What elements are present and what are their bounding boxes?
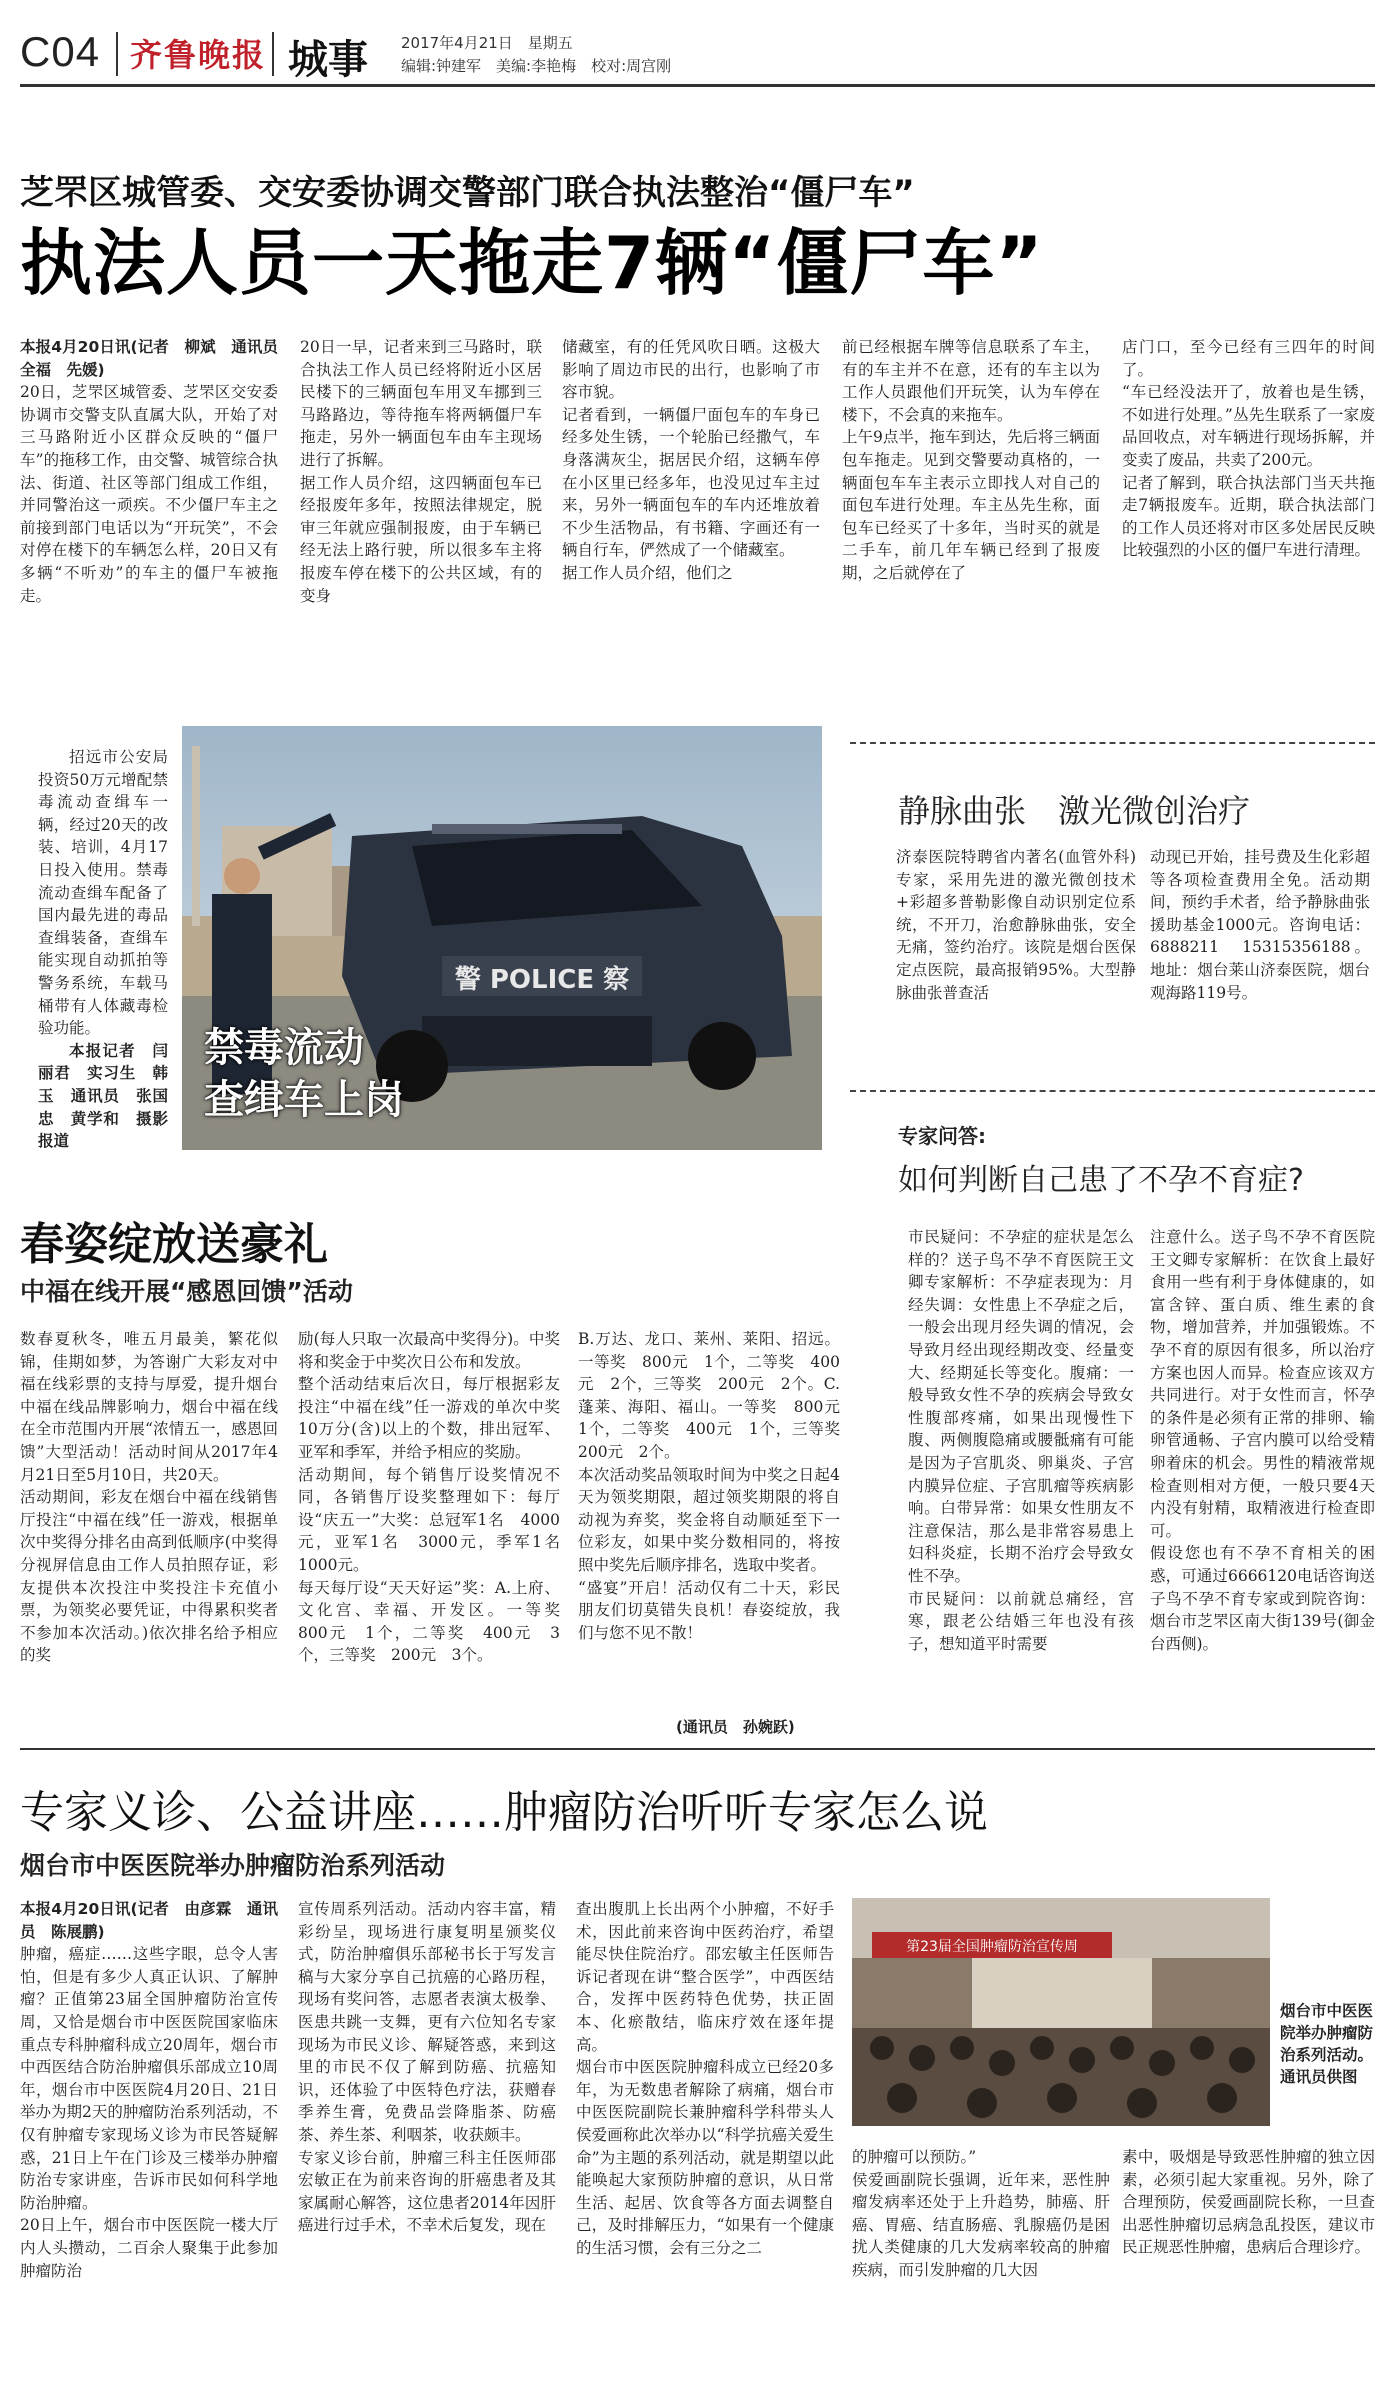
story3-col1-text: 肿瘤，癌症……这些字眼，总令人害怕，但是有多少人真正认识、了解肿瘤？正值第23届全国肿瘤防治宣传周，又恰是烟台市中医医院国家临床重点专科肿瘤科成立20周年，烟台市中西医结合防治肿瘤俱乐部成立10周年，烟台市中医医院4月20日、21日举办为期2天的肿瘤防治系列活动，不仅有肿瘤专家现场义诊为市民答疑解惑，21日上午在门诊及三楼举办肿瘤防治专家讲座，告诉市民如何科学地防治肿瘤。 20日上午，烟台市中医医院一楼大厅内人头攒动，二百余人聚集于此参加肿瘤防治 <box>20 1945 278 2280</box>
infertility-ad-col-2: 注意什么。送子鸟不孕不育医院王文卿专家解析：在饮食上最好食用一些有利于身体健康的，如富含锌、蛋白质、维生素的食物，增加营养，并加强锻炼。不孕不育的原因有很多，所以治疗方案也因人而异。检查应该双方共同进行。对于女性而言，怀孕的条件是必须有正常的排卵、输卵管通畅、子宫内膜可以给受精卵着床的机会。男性的精液常规检查则相对方便，一般只要4天内没有射精，取精液进行检查即可。 假设您也有不孕不育相关的困惑，可通过6666120电话咨询送子鸟不孕不育专家或到院咨询：烟台市芝罘区南大街139号(御金台西侧)。 <box>1150 1228 1375 1653</box>
photo-story-credit: 本报记者 闫丽君 实习生 韩玉 通讯员 张国忠 黄学和 摄影报道 <box>38 1041 168 1151</box>
photo-story-text <box>38 746 168 1166</box>
photo-caption <box>204 1022 404 1126</box>
story1-headline: 执法人员一天拖走7辆“僵尸车” <box>20 221 1044 305</box>
story1-byline: 本报4月20日讯(记者 柳斌 通讯员 全福 先媛) <box>20 338 294 379</box>
infertility-ad-label: 专家问答: <box>898 1124 986 1148</box>
story3-subhead: 烟台市中医医院举办肿瘤防治系列活动 <box>20 1851 446 1880</box>
caption-line-2: 查缉车上岗 <box>204 1077 404 1123</box>
issue-date: 2017年4月21日 星期五 <box>401 34 573 52</box>
story1-column-2: 20日一早，记者来到三马路时，联合执法工作人员已经将附近小区居民楼下的三辆面包车用叉车挪到三马路路边，等待拖车将两辆僵尸车拖走，另外一辆面包车由车主现场进行了拆解。 据工作人员介绍，这四辆面包车已经报废年多年，按照法律规定，脱审三年就应强制报废，由于车辆已经无法上路行驶，所以很多车主将报废车停在楼下的公共区域，有的变身 <box>300 338 542 605</box>
editor-credits: 编辑:钟建军 美编:李艳梅 校对:周宫刚 <box>401 57 672 75</box>
van-label: 警 POLICE 察 <box>454 965 630 995</box>
lecture-photo-caption: 烟台市中医医院举办肿瘤防治系列活动。通讯员供图 <box>1280 2002 1374 2086</box>
banner-text: 第23届全国肿瘤防治宣传周 <box>906 1939 1078 1955</box>
masthead-rule <box>20 84 1375 87</box>
infertility-ad-col-1: 市民疑问：不孕症的症状是怎么样的？送子鸟不孕不育医院王文卿专家解析：不孕症表现为：月经失调：女性患上不孕症之后，一般会出现月经失调的情况，会导致月经出现经期改变、经量变大、经期延长等变化。腹痛：一般导致女性不孕的疾病会导致女性腹部疼痛，如果出现慢性下腹、两侧腹隐痛或腰骶痛有可能是因为子宫肌炎、卵巢炎、子宫内膜异位症、子宫肌瘤等疾病影响。白带异常：如果女性朋友不注意保洁，那么是非常容易患上妇科炎症，长期不治疗会导致女性不孕。 市民疑问：以前就总痛经，宫寒，跟老公结婚三年也没有孩子，想知道平时需要 <box>908 1228 1134 1653</box>
ad-top-divider <box>850 742 1375 744</box>
story1-column-5: 店门口，至今已经有三四年的时间了。 “车已经没法开了，放着也是生锈，不如进行处理。”丛先生联系了一家废品回收点，对车辆进行现场拆解，并变卖了废品，共卖了200元。 记者了解到，联合执法部门当天共拖走7辆报废车。近期，联合执法部门的工作人员还将对市区多处居民反映比较强烈的小区的僵尸车进行清理。 <box>1122 338 1375 560</box>
vein-ad-title: 静脉曲张 激光微创治疗 <box>898 792 1251 830</box>
lecture-photo <box>852 1898 1270 2126</box>
story3-column-1 <box>20 1898 278 2378</box>
story3-column-2: 宣传周系列活动。活动内容丰富，精彩纷呈，现场进行康复明星颁奖仪式，防治肿瘤俱乐部秘书长于写发言稿与大家分享自己抗癌的心路历程，现场有奖问答，志愿者表演太极拳、医患共跳一支舞，更有六位知名专家现场为市民义诊、解疑答惑，来到这里的市民不仅了解到防癌、抗癌知识，还体验了中医特色疗法，获赠春季养生膏，免费品尝降脂茶、防癌茶、养生茶、利咽茶，收获颇丰。 专家义诊台前，肿瘤三科主任医师邵宏敏正在为前来咨询的肝癌患者及其家属耐心解答，这位患者2014年因肝癌进行过手术，不幸术后复发，现在 <box>298 1900 556 2235</box>
story3-byline: 本报4月20日讯(记者 由彦霖 通讯员 陈展鹏) <box>20 1900 278 1941</box>
page-number: C04 <box>20 28 101 75</box>
vein-ad-col-2: 动现已开始，挂号费及生化彩超等各项检查费用全免。活动期间，预约手术者，给予静脉曲张援助基金1000元。咨询电话：6888211 15315356188。地址：烟台莱山济泰医院，烟台观海路119号。 <box>1150 848 1370 1002</box>
story1-column-3: 储藏室，有的任凭风吹日晒。这极大影响了周边市民的出行，也影响了市容市貌。 记者看到，一辆僵尸面包车的车身已经多处生锈，一个轮胎已经撒气，车身落满灰尘，据居民介绍，这辆车停在小区里已经多年，也没见过车主过来，另外一辆面包车的车内还堆放着不少生活物品，有书籍、字画还有一辆自行车，俨然成了一个储藏室。 据工作人员介绍，他们之 <box>562 338 820 582</box>
story1-column-4: 前已经根据车牌等信息联系了车主，有的车主并不在意，还有的车主以为工作人员跟他们开玩笑，认为车停在楼下，不会真的来拖车。 上午9点半，拖车到达，先后将三辆面包车拖走。见到交警要动真格的，一辆面包车车主表示立即找人对自己的面包车进行处理。车主丛先生称，面包车已经买了十多年，当时买的就是二手车，前几年车辆已经到了报废期，之后就停在了 <box>842 338 1100 582</box>
story1-col1-text: 20日，芝罘区城管委、芝罘区交安委协调市交警支队直属大队，开始了对三马路附近小区群众反映的“僵尸车”的拖移工作，由交警、城管综合执法、街道、社区等部门组成工作组，并同警治这一顽疾。不少僵尸车主之前接到部门电话以为“开玩笑”，不会对停在楼下的车辆怎么样，20日又有多辆“不听劝”的车主的僵尸车被拖走。 <box>20 383 278 605</box>
story1-kicker: 芝罘区城管委、交安委协调交警部门联合执法整治“僵尸车” <box>20 173 915 213</box>
story3-column-5: 素中，吸烟是导致恶性肿瘤的独立因素，必须引起大家重视。另外，除了合理预防，侯爱画副院长称，一旦查出恶性肿瘤切忌病急乱投医，建议市民正规恶性肿瘤，患病后合理诊疗。 <box>1122 2148 1375 2257</box>
masthead-divider <box>116 32 118 76</box>
story3-headline: 专家义诊、公益讲座……肿瘤防治听听专家怎么说 <box>20 1787 988 1838</box>
newspaper-logo: 齐鲁晚报 <box>130 36 267 74</box>
masthead-divider <box>272 32 274 76</box>
story2-column-1: 数春夏秋冬，唯五月最美，繁花似锦，佳期如梦，为答谢广大彩友对中福在线彩票的支持与厚爱，提升烟台中福在线品牌影响力，烟台中福在线在全市范围内开展“浓情五一，感恩回馈”大型活动！活动时间从2017年4月21日至5月10日，共20天。 活动期间，彩友在烟台中福在线销售厅投注“中福在线”任一游戏，根据单次中奖得分排名由高到低顺序(中奖得分视屏信息由工作人员拍照存证，彩友提供本次投注中奖投注卡充值小票，为领奖必要凭证，中得累积奖者不参加本次活动。)依次排名给予相应的奖 <box>20 1330 278 1665</box>
story2-subhead: 中福在线开展“感恩回馈”活动 <box>20 1277 353 1306</box>
ad-middle-divider <box>850 1090 1375 1092</box>
story2-credit: (通讯员 孙婉跃) <box>676 1718 795 1736</box>
section-divider <box>20 1748 1375 1750</box>
story3-column-3: 查出腹肌上长出两个小肿瘤，不好手术，因此前来咨询中医药治疗，希望能尽快住院治疗。邵宏敏主任医师告诉记者现在讲“整合医学”，中西医结合，发挥中医药特色优势，扶正固本、化瘀散结，临床疗效在逐年提高。 烟台市中医医院肿瘤科成立已经20多年，为无数患者解除了病痛，烟台市中医医院副院长兼肿瘤科学科带头人侯爱画称此次举办以“科学抗癌关爱生命”为主题的系列活动，就是期望以此能唤起大家预防肿瘤的意识，从日常生活、起居、饮食等各方面去调整自己，及时排解压力，“如果有一个健康的生活习惯，会有三分之二 <box>576 1900 834 2257</box>
photo-story-body: 招远市公安局投资50万元增配禁毒流动查缉车一辆，经过20天的改装、培训，4月17日投入使用。禁毒流动查缉车配备了国内最先进的毒品查缉装备，查缉车能实现自动抓拍等警务系统，车载马桶带有人体藏毒检验功能。 <box>38 748 168 1038</box>
section-title: 城事 <box>288 37 368 83</box>
police-van-photo <box>182 726 822 1150</box>
story3-column-4: 的肿瘤可以预防。” 侯爱画副院长强调，近年来，恶性肿瘤发病率还处于上升趋势，肺癌、肝癌、胃癌、结直肠癌、乳腺癌仍是困扰人类健康的几大发病率较高的肿瘤疾病，而引发肿瘤的几大因 <box>852 2148 1110 2279</box>
vein-ad-col-1: 济泰医院特聘省内著名(血管外科)专家，采用先进的激光微创技术+彩超多普勒影像自动识别定位系统，不开刀，治愈静脉曲张，安全无痛，签约治疗。该院是烟台医保定点医院，最高报销95%。大型静脉曲张普查活 <box>896 848 1136 1002</box>
caption-line-1: 禁毒流动 <box>204 1025 364 1071</box>
story2-column-2: 励(每人只取一次最高中奖得分)。中奖将和奖金于中奖次日公布和发放。 整个活动结束后次日，每厅根据彩友投注“中福在线”任一游戏的单次中奖10万分(含)以上的个数，排出冠军、亚军和季军，并给予相应的奖励。 活动期间，每个销售厅设奖情况不同，各销售厅设奖整理如下：每厅设“庆五一”大奖：总冠军1名 4000元，亚军1名 3000元，季军1名 1000元。 每天每厅设“天天好运”奖：A.上府、文化宫、幸福、开发区。一等奖 800元 1个，二等奖 400元 3个，三等奖 200元 3个。 <box>298 1330 560 1665</box>
story2-column-3: B.万达、龙口、莱州、莱阳、招远。一等奖 800元 1个，二等奖 400元 2个，三等奖 200元 2个。C.蓬莱、海阳、福山。一等奖 800元 1个，二等奖 400元 1个，三等奖 200元 2个。 本次活动奖品领取时间为中奖之日起4天为领奖期限，超过领奖期限的将自动视为弃奖，奖金将自动顺延至下一位彩友，如果中奖分数相同的，将按照中奖先后顺序排名，选取中奖者。 “盛宴”开启！活动仅有二十天，彩民朋友们切莫错失良机！春姿绽放，我们与您不见不散！ <box>578 1330 840 1642</box>
masthead <box>20 22 1375 82</box>
infertility-ad-title: 如何判断自己患了不孕不育症? <box>898 1163 1304 1198</box>
story1-column-1 <box>20 336 294 686</box>
story2-headline: 春姿绽放送豪礼 <box>20 1219 328 1270</box>
